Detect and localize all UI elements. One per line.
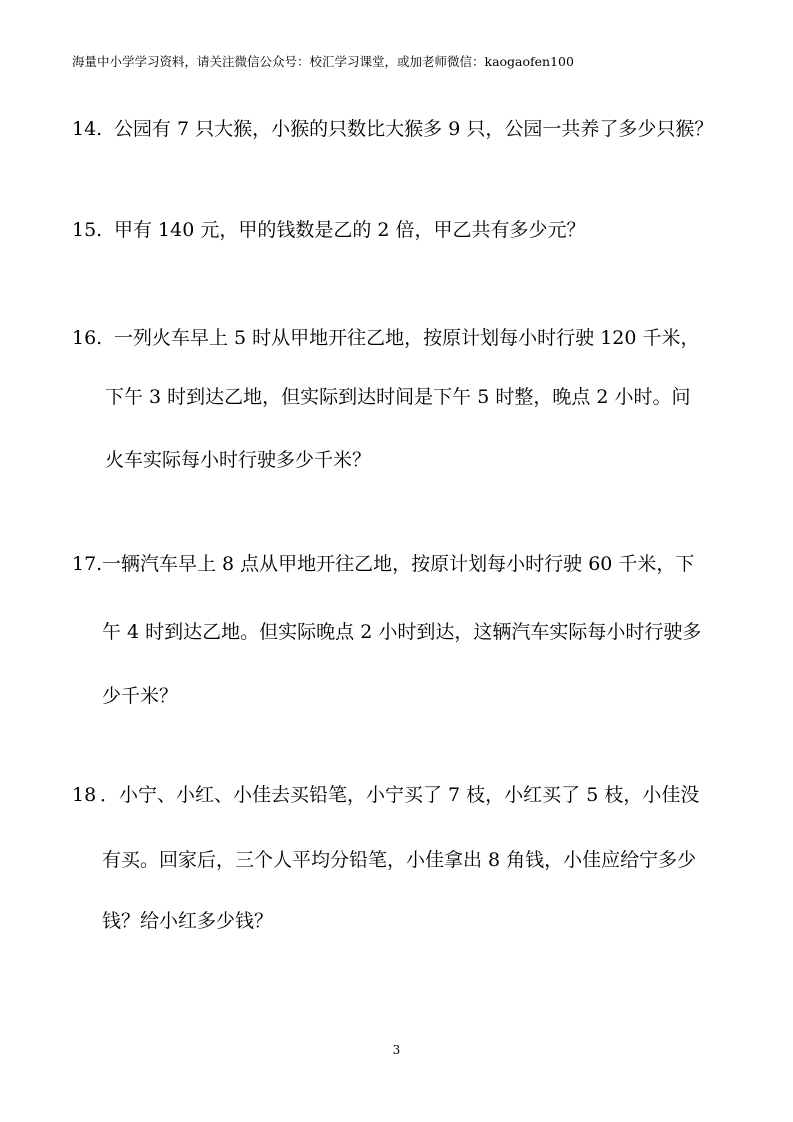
- page-number: 3: [392, 1043, 401, 1057]
- question-15: [72, 218, 586, 242]
- question-text-line: 甲有 140 元，甲的钱数是乙的 2 倍，甲乙共有多少元？: [114, 219, 586, 241]
- question-text-line: 火车实际每小时行驶多少千米？: [105, 449, 372, 471]
- question-text-line: 下午 3 时到达乙地，但实际到达时间是下午 5 时整，晚点 2 小时。问: [105, 386, 691, 408]
- question-number: 17.: [72, 553, 103, 575]
- question-text-line: 一列火车早上 5 时从甲地开往乙地，按原计划每小时行驶 120 千米，: [114, 327, 700, 349]
- question-text-line: 一辆汽车早上 8 点从甲地开往乙地，按原计划每小时行驶 60 千米，下: [102, 553, 695, 575]
- question-number: 16.: [72, 327, 103, 349]
- question-text-line: 午 4 时到达乙地。但实际晚点 2 小时到达，这辆汽车实际每小时行驶多: [102, 621, 702, 643]
- page-header: 海量中小学学习资料，请关注微信公众号：校汇学习课堂，或加老师微信：kaogaofen100: [72, 54, 574, 69]
- question-number: 18: [72, 784, 97, 806]
- question-number: 14.: [72, 118, 103, 140]
- question-text-line: 公园有 7 只大猴，小猴的只数比大猴多 9 只，公园一共养了多少只猴？: [114, 118, 714, 140]
- question-text-line: 有买。回家后，三个人平均分铅笔，小佳拿出 8 角钱，小佳应给宁多少: [102, 849, 697, 871]
- question-14: [72, 117, 713, 141]
- question-text-line: 少千米？: [102, 685, 179, 707]
- question-text-line: ．小宁、小红、小佳去买铅笔，小宁买了 7 枝，小红买了 5 枝，小佳没: [100, 784, 700, 806]
- question-text-line: 钱？给小红多少钱？: [102, 910, 274, 932]
- question-number: 15.: [72, 219, 103, 241]
